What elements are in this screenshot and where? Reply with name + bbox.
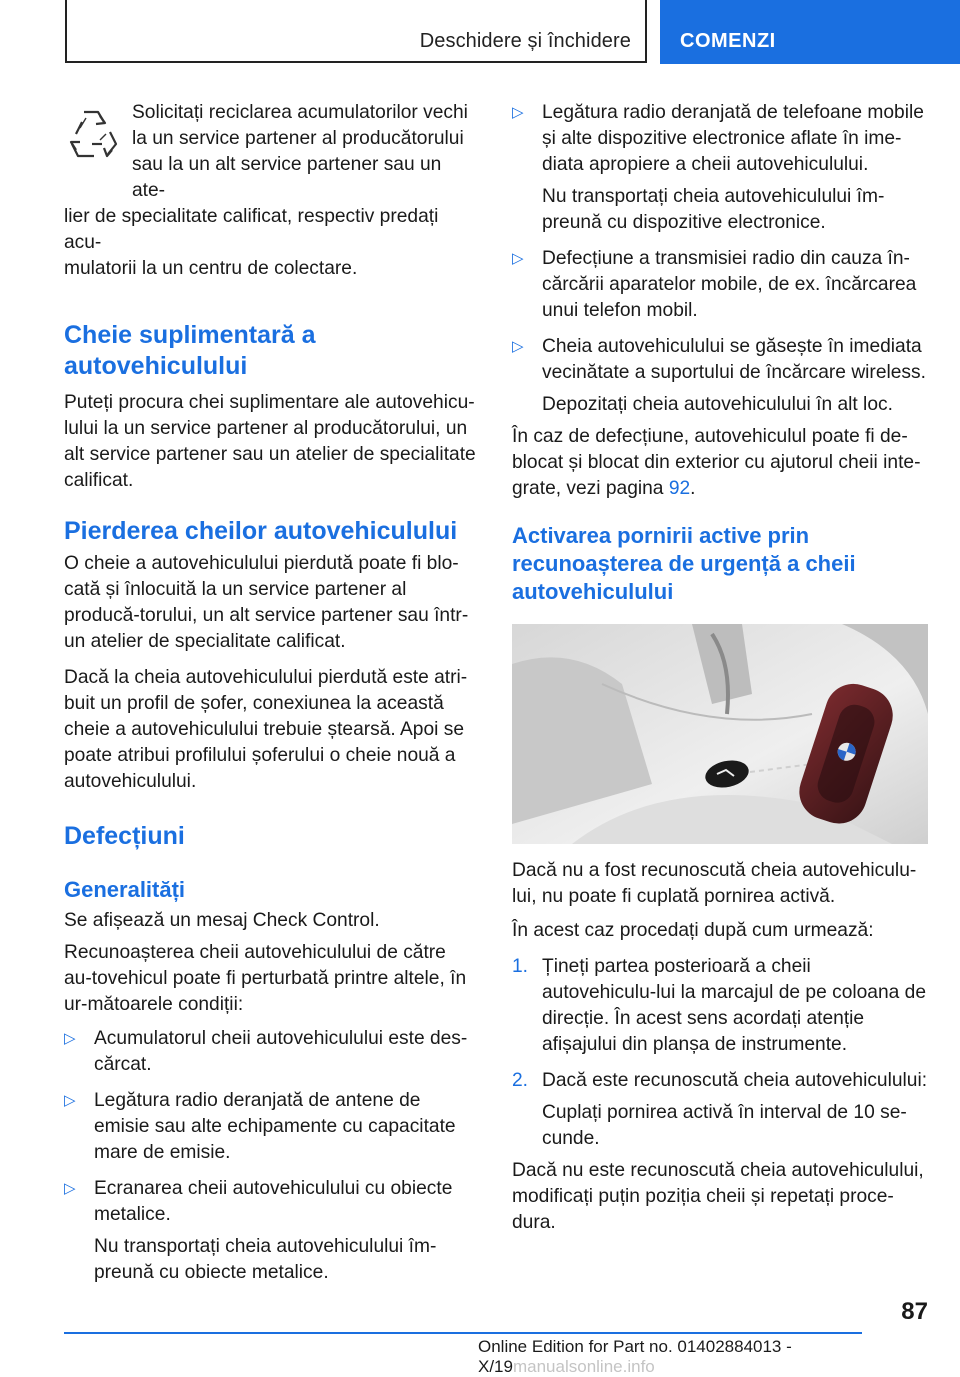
footer-rule [64,1332,862,1334]
page-reference-link[interactable]: 92 [668,478,691,499]
fault-conditions-list [64,1026,478,1228]
recycle-line-3: sau la un alt service partener sau un ate‐ [132,154,442,201]
paragraph-lost-keys-2: Dacă la cheia autovehiculului pierdută este atri‐buit un profil de șofer, conexiunea la această cheie a autovehiculului trebuie ștearsă. Apoi se poate atribui profilului șoferului o cheie nouă a autovehiculului. [64,667,468,792]
procedure-steps [512,954,930,1094]
footer-edition-text: Online Edition for Part no. 01402884013 - X/19 [478,1337,792,1376]
heading-faults: Defecțiuni [64,822,185,850]
recycle-line-4: lier de specialitate calificat, respectiv predați acu‐ [64,206,439,253]
triangle-bullet-icon: ▷ [512,104,524,121]
header-section-box [65,0,647,63]
interference-list-cont [512,246,930,386]
paragraph-final: Dacă nu este recunoscută cheia autovehiculului, modificați puțin poziția cheii și repetați proce‐dura. [512,1160,924,1233]
list-item [64,1176,478,1228]
list-item-subtext: Nu transportați cheia autovehiculului îm‐preună cu dispozitive electronice. [542,186,885,233]
triangle-bullet-icon: ▷ [512,338,524,355]
footer-watermark: manualsonline.info [512,1357,655,1376]
triangle-bullet-icon: ▷ [64,1180,76,1197]
list-item-subtext: Depozitați cheia autovehiculului în alt loc. [542,394,893,415]
step-text: Țineți partea posterioară a cheii autovehiculu‐lui la marcajul de pe coloana de direcție. În acest sens acordați atenție afișajului din planșa de instrumente. [542,956,926,1055]
list-item-text: Legătura radio deranjată de telefoane mobile și alte dispozitive electronice aflate în ime‐diata apropiere a cheii autovehiculului. [542,102,924,175]
list-item-text: Cheia autovehiculului se găsește în imediata vecinătate a suportului de încărcare wireless. [542,336,926,383]
list-item-subtext: Nu transportați cheia autovehiculului îm‐preună cu obiecte metalice. [94,1236,437,1283]
heading-lost-keys: Pierderea cheilor autovehiculului [64,517,458,545]
list-item-text: Defecțiune a transmisiei radio din cauza în‐cărcării aparatelor mobile, de ex. încărcarea unui telefon mobil. [542,248,917,321]
paragraph-not-recognized: Dacă nu a fost recunoscută cheia autovehiculu‐lui, nu poate fi cuplată pornirea activă. [512,860,917,907]
footer-edition [478,1337,960,1377]
list-item [512,100,930,178]
list-item-text: Legătura radio deranjată de antene de emisie sau alte echipamente cu capacitate mare de emisie. [94,1090,456,1163]
triangle-bullet-icon: ▷ [512,250,524,267]
step-number: 1. [512,956,529,977]
recycle-note [64,100,478,282]
paragraph-procedure: În acest caz procedați după cum urmează: [512,920,874,941]
header-chapter-tab: COMENZI [660,0,960,64]
paragraph-extra-key: Puteți procura chei suplimentare ale autovehicu‐lului la un service partener al producătorului, un alt service partener sau un atelier de specialitate calificat. [64,392,476,491]
paragraph-general-1: Se afișează un mesaj Check Control. [64,910,380,931]
heading-general: Generalități [64,877,186,902]
list-item [64,1088,478,1166]
step-text: Dacă este recunoscută cheia autovehiculului: [542,1070,928,1091]
paragraph-defect-end: . [690,478,696,499]
list-item [512,334,930,386]
page-number: 87 [901,1298,928,1325]
step-number: 2. [512,1070,529,1091]
recycle-line-2: la un service partener al producătorului [132,128,464,149]
recycle-line-5: mulatorii la un centru de colectare. [64,258,358,279]
paragraph-defect [512,424,930,502]
right-column [512,100,930,1236]
list-item-text: Ecranarea cheii autovehiculului cu obiecte metalice. [94,1178,453,1225]
paragraph-defect-text: În caz de defecțiune, autovehiculul poate fi de‐blocat și blocat din exterior cu ajutorul cheii inte‐grate, vezi pagina [512,426,921,499]
page-header [0,0,960,66]
interference-list [512,100,930,178]
step-subtext: Cuplați pornirea activă în interval de 10 se‐cunde. [542,1102,907,1149]
paragraph-lost-keys-1: O cheie a autovehiculului pierdută poate fi blo‐cată și înlocuită la un service partener al producă‐torului, un alt service partener sau într-un atelier de specialitate calificat. [64,553,469,652]
list-item [512,246,930,324]
heading-emergency-recognition: Activarea pornirii active prin recunoașterea de urgență a cheii autovehiculului [512,523,856,604]
heading-extra-key: Cheie suplimentară a autovehiculului [64,321,316,380]
steering-column-key-figure [512,624,928,844]
list-item [512,954,930,1058]
list-item [512,1068,930,1094]
triangle-bullet-icon: ▷ [64,1030,76,1047]
header-section-title: Deschidere și închidere [419,30,631,52]
list-item [64,1026,478,1078]
left-column [64,100,478,1286]
triangle-bullet-icon: ▷ [64,1092,76,1109]
recycle-icon [64,104,118,162]
list-item-text: Acumulatorul cheii autovehiculului este des‐cărcat. [94,1028,468,1075]
recycle-line-1: Solicitați reciclarea acumulatorilor vechi [132,102,468,123]
paragraph-general-2: Recunoașterea cheii autovehiculului de către au‐tovehicul poate fi perturbată printre altele, în ur‐mătoarele condiții: [64,942,467,1015]
